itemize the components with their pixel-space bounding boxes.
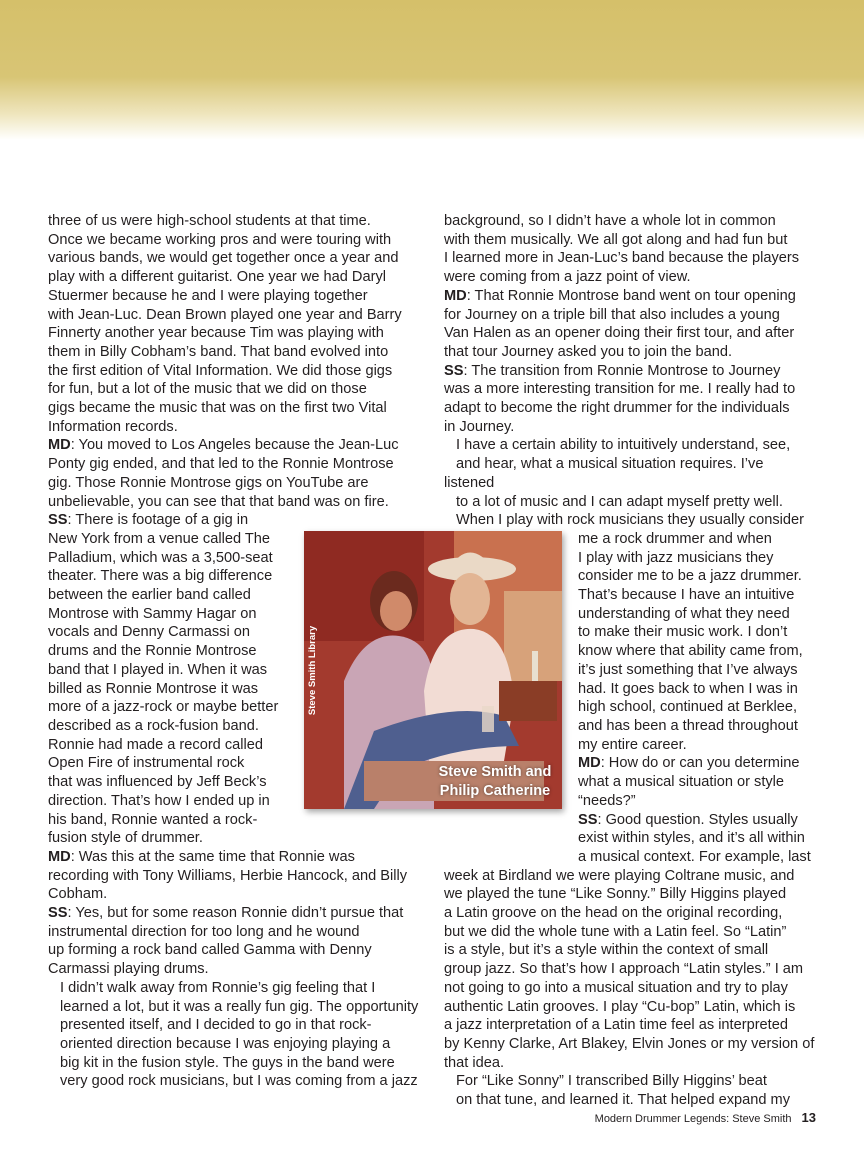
line-text: Stuermer because he and I were playing together: [48, 287, 368, 304]
line-text: what a musical situation or style: [578, 774, 785, 791]
text-line: [48, 885, 423, 904]
line-text: not going to go into a musical situation and try to play: [444, 979, 788, 996]
line-text: instrumental direction for too long and he wound: [48, 923, 360, 940]
text-line: [444, 231, 817, 250]
text-line: [444, 493, 817, 512]
paragraph: [444, 811, 817, 867]
line-text: fusion style of drummer.: [48, 830, 203, 847]
line-text: : Was this at the same time that Ronnie was: [70, 848, 355, 865]
line-text: them in Billy Cobham’s band. That band evolved into: [48, 343, 389, 360]
line-text: big kit in the fusion style. The guys in the band were: [60, 1054, 395, 1071]
paragraph: [48, 904, 423, 979]
text-line: [444, 436, 817, 455]
text-line: [444, 867, 817, 886]
text-line: [48, 586, 288, 605]
text-line: [578, 549, 817, 568]
text-line: [578, 642, 817, 661]
photo: [304, 531, 562, 809]
line-text: with them musically. We all got along and had fun but: [444, 231, 788, 248]
line-text: but we did the whole tune with a Latin feel. So “Latin”: [444, 923, 787, 940]
line-text: Once we became working pros and were touring with: [48, 231, 392, 248]
line-text: : There is footage of a gig in: [67, 512, 249, 529]
line-text: is a style, but it’s a style within the context of small: [444, 942, 769, 959]
line-text: I learned more in Jean-Luc’s band because the players: [444, 250, 800, 267]
line-text: a musical context. For example, last: [578, 848, 811, 865]
line-text: Montrose with Sammy Hagar on: [48, 605, 257, 622]
text-line: [48, 399, 423, 418]
text-line: [578, 530, 817, 549]
line-text: : That Ronnie Montrose band went on tour opening: [466, 287, 796, 304]
text-line: [48, 1016, 423, 1035]
text-line: [48, 773, 288, 792]
speaker-label: SS: [444, 362, 464, 379]
line-text: recording with Tony Williams, Herbie Hancock, and Billy: [48, 867, 408, 884]
line-text: billed as Ronnie Montrose it was: [48, 680, 259, 697]
text-line: [578, 605, 817, 624]
line-text: Open Fire of instrumental rock: [48, 755, 245, 772]
speaker-label: SS: [48, 512, 68, 529]
line-text: had. It goes back to when I was in: [578, 680, 798, 697]
line-text: by Kenny Clarke, Art Blakey, Elvin Jones or my version of: [444, 1035, 815, 1052]
line-text: : You moved to Los Angeles because the Jean-Luc: [70, 437, 399, 454]
paragraph: [444, 287, 817, 362]
text-line: [48, 418, 423, 437]
line-text: and hear, what a musical situation requires. I’ve listened: [444, 456, 764, 491]
text-line: [444, 287, 817, 306]
text-line: [48, 268, 423, 287]
header-band: [0, 0, 864, 140]
text-line: [444, 1072, 817, 1091]
line-text: I have a certain ability to intuitively understand, see,: [456, 437, 791, 454]
text-line: [578, 680, 817, 699]
line-text: theater. There was a big difference: [48, 568, 273, 585]
caption-line: Steve Smith and: [438, 764, 552, 780]
text-line: [48, 811, 288, 830]
text-line: [578, 792, 817, 811]
line-text: his band, Ronnie wanted a rock-: [48, 811, 258, 828]
text-line: [444, 268, 817, 287]
line-text: background, so I didn’t have a whole lot in common: [444, 213, 776, 229]
text-line: [48, 362, 423, 381]
line-text: Van Halen as an opener doing their first tour, and after: [444, 325, 795, 342]
line-text: described as a rock-fusion band.: [48, 717, 259, 734]
line-text: When I play with rock musicians they usually consider: [456, 512, 804, 529]
text-line: [48, 904, 423, 923]
text-line: [48, 754, 288, 773]
line-text: New York from a venue called The: [48, 530, 271, 547]
line-text: were coming from a jazz point of view.: [444, 269, 691, 286]
text-line: [48, 343, 423, 362]
line-text: presented itself, and I decided to go in that rock-: [60, 1017, 372, 1034]
line-text: drums and the Ronnie Montrose: [48, 643, 257, 660]
line-text: vocals and Denny Carmassi on: [48, 624, 250, 641]
speaker-label: MD: [578, 755, 601, 772]
text-line: [48, 848, 423, 867]
speaker-label: MD: [48, 848, 71, 865]
text-line: [48, 380, 423, 399]
text-line: [48, 867, 423, 886]
text-line: [444, 941, 817, 960]
line-text: know where that ability came from,: [578, 643, 803, 660]
line-text: learned a lot, but it was a really fun gig. The opportunity: [60, 998, 419, 1015]
line-text: I play with jazz musicians they: [578, 549, 774, 566]
speaker-label: SS: [48, 905, 68, 922]
line-text: Information records.: [48, 418, 178, 435]
text-line: [48, 960, 423, 979]
speaker-label: SS: [578, 811, 598, 828]
text-line: [48, 736, 288, 755]
text-line: [578, 736, 817, 755]
line-text: was a more interesting transition for me. I really had to: [444, 381, 796, 398]
line-text: : The transition from Ronnie Montrose to Journey: [463, 362, 781, 379]
text-line: [444, 1054, 817, 1073]
text-line: [444, 1035, 817, 1054]
line-text: my entire career.: [578, 736, 687, 753]
text-line: [48, 249, 423, 268]
text-line: [48, 567, 288, 586]
text-line: [444, 1016, 817, 1035]
text-line: [48, 287, 423, 306]
text-line: [578, 717, 817, 736]
paragraph: [48, 979, 423, 1091]
text-line: [444, 324, 817, 343]
page-footer: [595, 1110, 816, 1125]
text-line: [444, 923, 817, 942]
line-text: : How do or can you determine: [600, 755, 800, 772]
text-line: [48, 231, 423, 250]
text-line: [48, 998, 423, 1017]
line-text: understanding of what they need: [578, 605, 790, 622]
line-text: adapt to become the right drummer for the individuals: [444, 400, 790, 417]
line-text: up forming a rock band called Gamma with Denny: [48, 942, 372, 959]
line-text: very good rock musicians, but I was coming from a jazz: [60, 1073, 418, 1090]
line-text: gigs became the music that was on the first two Vital: [48, 400, 387, 417]
text-line: [444, 212, 817, 231]
text-line: [578, 829, 817, 848]
line-text: me a rock drummer and when: [578, 530, 772, 547]
line-text: band that I played in. When it was: [48, 661, 268, 678]
text-line: [444, 249, 817, 268]
paragraph: [444, 362, 817, 437]
text-line: [48, 549, 288, 568]
text-line: [48, 642, 288, 661]
line-text: more of a jazz-rock or maybe better: [48, 699, 279, 716]
text-line: [578, 586, 817, 605]
line-text: authentic Latin grooves. I play “Cu-bop” Latin, which is: [444, 998, 796, 1015]
line-text: unbelievable, you can see that that band was on fire.: [48, 493, 389, 510]
line-text: that was influenced by Jeff Beck’s: [48, 774, 267, 791]
line-text: to make their music work. I don’t: [578, 624, 788, 641]
text-line: [48, 1072, 423, 1091]
line-text: and has been a thread throughout: [578, 717, 798, 734]
text-line: [48, 661, 288, 680]
text-line: [48, 306, 423, 325]
text-line: [48, 941, 423, 960]
line-text: oriented direction because I was enjoying playing a: [60, 1035, 391, 1052]
page-number: 13: [801, 1110, 816, 1125]
text-line: [444, 306, 817, 325]
line-text: to a lot of music and I can adapt myself pretty well.: [456, 493, 783, 510]
text-line: [48, 923, 423, 942]
paragraph: [444, 1072, 817, 1109]
text-line: [578, 754, 817, 773]
paragraph: [444, 436, 817, 530]
line-text: a jazz interpretation of a Latin time feel as interpreted: [444, 1017, 788, 1034]
footer-title: Modern Drummer Legends: Steve Smith: [594, 1113, 792, 1125]
line-text: consider me to be a jazz drummer.: [578, 568, 802, 585]
text-line: [578, 661, 817, 680]
text-line: [48, 829, 288, 848]
line-text: Finnerty another year because Tim was playing with: [48, 325, 384, 342]
text-line: [48, 493, 423, 512]
text-line: [444, 511, 817, 530]
line-text: I didn’t walk away from Ronnie’s gig feeling that I: [60, 979, 376, 996]
text-line: [48, 1035, 423, 1054]
text-line: [578, 773, 817, 792]
text-line: [444, 1091, 817, 1110]
line-text: various bands, we would get together once a year and: [48, 250, 399, 267]
line-text: three of us were high-school students at that time.: [48, 213, 371, 229]
text-line: [444, 380, 817, 399]
paragraph: [48, 212, 423, 436]
text-line: [48, 623, 288, 642]
text-line: [48, 511, 288, 530]
text-line: [444, 979, 817, 998]
line-text: the first edition of Vital Information. We did those gigs: [48, 362, 393, 379]
line-text: Ponty gig ended, and that led to the Ronnie Montrose: [48, 456, 394, 473]
text-line: [48, 1054, 423, 1073]
line-text: between the earlier band called: [48, 587, 251, 604]
text-line: [578, 623, 817, 642]
text-line: [444, 885, 817, 904]
line-text: in Journey.: [444, 418, 515, 435]
text-line: [578, 811, 817, 830]
line-text: we played the tune “Like Sonny.” Billy Higgins played: [444, 886, 787, 903]
paragraph: [48, 436, 423, 511]
text-line: [48, 979, 423, 998]
text-line: [48, 455, 423, 474]
text-line: [48, 605, 288, 624]
line-text: direction. That’s how I ended up in: [48, 792, 270, 809]
line-text: For “Like Sonny” I transcribed Billy Higgins’ beat: [456, 1073, 767, 1090]
text-line: [48, 717, 288, 736]
text-line: [444, 960, 817, 979]
line-text: : Good question. Styles usually: [597, 811, 798, 828]
text-line: [48, 212, 423, 231]
speaker-label: MD: [444, 287, 467, 304]
caption-line: Philip Catherine: [439, 783, 551, 799]
line-text: group jazz. So that’s how I approach “Latin styles.” I am: [444, 961, 804, 978]
paragraph: [444, 867, 817, 1073]
text-line: [444, 998, 817, 1017]
text-line: [444, 418, 817, 437]
text-line: [48, 698, 288, 717]
line-text: it’s just something that I’ve always: [578, 661, 798, 678]
line-text: for Journey on a triple bill that also includes a young: [444, 306, 780, 323]
line-text: week at Birdland we were playing Coltrane music, and: [444, 867, 795, 884]
text-line: [578, 698, 817, 717]
speaker-label: MD: [48, 437, 71, 454]
line-text: on that tune, and learned it. That helped expand my: [456, 1092, 791, 1109]
photo-credit: Steve Smith Library: [307, 625, 319, 715]
text-line: [444, 362, 817, 381]
text-line: [444, 399, 817, 418]
text-line: [578, 567, 817, 586]
line-text: a Latin groove on the head on the original recording,: [444, 905, 783, 922]
line-text: Ronnie had made a record called: [48, 736, 263, 753]
line-text: with Jean-Luc. Dean Brown played one year and Barry: [48, 306, 402, 323]
text-line: [444, 455, 817, 492]
text-line: [48, 530, 288, 549]
photo-caption: [422, 763, 562, 801]
line-text: for fun, but a lot of the music that we did on those: [48, 381, 367, 398]
paragraph: [444, 212, 817, 287]
text-line: [48, 680, 288, 699]
line-text: that idea.: [444, 1054, 505, 1071]
line-text: Cobham.: [48, 886, 108, 903]
line-text: play with a different guitarist. One year we had Daryl: [48, 269, 386, 286]
line-text: Carmassi playing drums.: [48, 961, 209, 978]
text-line: [578, 848, 817, 867]
line-text: that tour Journey asked you to join the band.: [444, 343, 733, 360]
line-text: : Yes, but for some reason Ronnie didn’t pursue that: [67, 905, 404, 922]
line-text: exist within styles, and it’s all within: [578, 830, 805, 847]
text-line: [48, 792, 288, 811]
line-text: That’s because I have an intuitive: [578, 587, 795, 604]
text-line: [48, 436, 423, 455]
line-text: Palladium, which was a 3,500-seat: [48, 549, 273, 566]
line-text: gig. Those Ronnie Montrose gigs on YouTube are: [48, 474, 369, 491]
paragraph: [48, 848, 423, 904]
text-line: [444, 343, 817, 362]
text-line: [444, 904, 817, 923]
line-text: high school, continued at Berklee,: [578, 699, 798, 716]
line-text: “needs?”: [578, 792, 636, 809]
text-line: [48, 474, 423, 493]
text-line: [48, 324, 423, 343]
